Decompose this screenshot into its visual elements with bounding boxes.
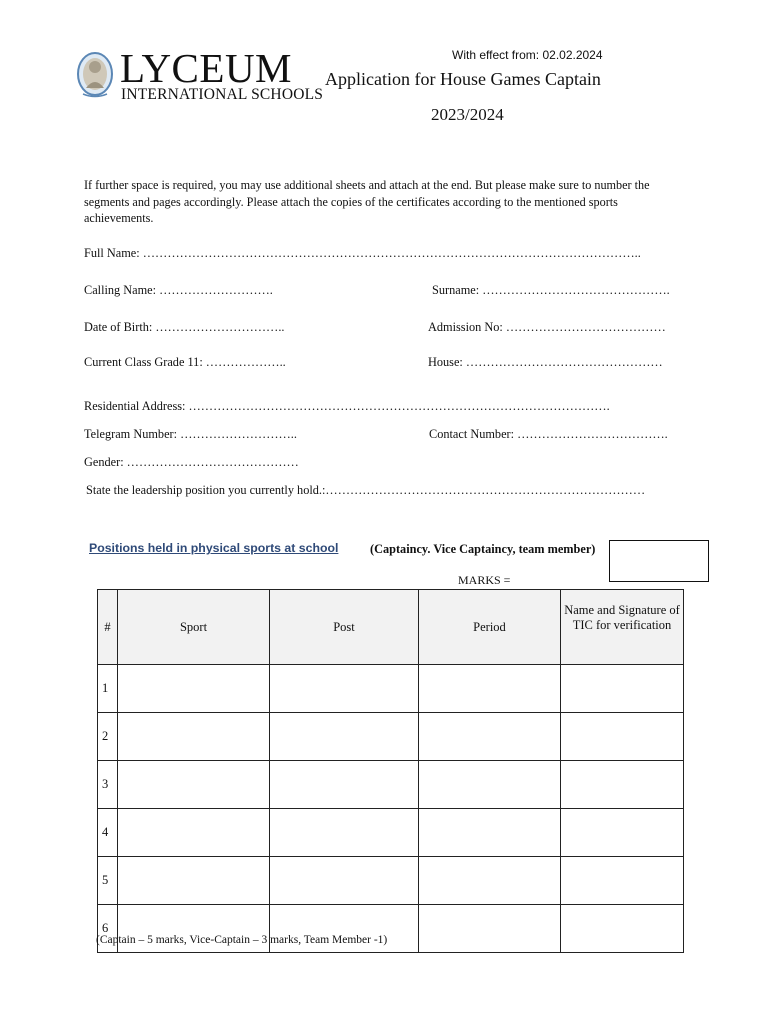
post-cell[interactable] [270, 857, 419, 905]
row-number: 4 [98, 809, 118, 857]
column-header-tic-verification: Name and Signature of TIC for verification [561, 590, 684, 665]
logo-wordmark: LYCEUM [120, 45, 293, 91]
row-number: 3 [98, 761, 118, 809]
leadership-position-field[interactable]: State the leadership position you currently hold.:…………………………………………………………………… [86, 483, 646, 497]
effective-date: With effect from: 02.02.2024 [452, 48, 603, 62]
sport-cell[interactable] [118, 713, 270, 761]
tic-signature-cell[interactable] [561, 665, 684, 713]
column-header-number: # [98, 590, 118, 665]
tic-signature-cell[interactable] [561, 905, 684, 953]
telegram-number-field[interactable]: Telegram Number: ……………………….. [84, 427, 297, 441]
row-number: 6 [98, 905, 118, 953]
row-number: 1 [98, 665, 118, 713]
residential-address-field[interactable]: Residential Address: …………………………………………………………………………………………. [84, 399, 610, 413]
tic-signature-cell[interactable] [561, 857, 684, 905]
column-header-post: Post [270, 590, 419, 665]
full-name-field[interactable]: Full Name: ………………………………………………………………………………………………………….. [84, 246, 641, 260]
tic-signature-cell[interactable] [561, 713, 684, 761]
period-cell[interactable] [419, 761, 561, 809]
current-class-field[interactable]: Current Class Grade 11: ……………….. [84, 355, 286, 369]
sport-cell[interactable] [118, 665, 270, 713]
table-row [98, 809, 684, 857]
intro-paragraph: If further space is required, you may use additional sheets and attach at the end. But please make sure to number the segments and pages accordingly. Please attach the copies of the certificates according to the mentioned sports achievements. [84, 178, 650, 225]
marks-label: MARKS = [458, 573, 511, 587]
positions-table [97, 589, 684, 953]
admission-number-field[interactable]: Admission No: ………………………………… [428, 320, 666, 334]
house-field[interactable]: House: ………………………………………… [428, 355, 663, 369]
sport-cell[interactable] [118, 761, 270, 809]
table-row [98, 761, 684, 809]
table-row [98, 713, 684, 761]
period-cell[interactable] [419, 809, 561, 857]
logo-subtitle: INTERNATIONAL SCHOOLS [121, 86, 324, 103]
post-cell[interactable] [270, 761, 419, 809]
period-cell[interactable] [419, 905, 561, 953]
surname-field[interactable]: Surname: ………………………………………. [432, 283, 670, 297]
marks-footnote: (Captain – 5 marks, Vice-Captain – 3 marks, Team Member -1) [96, 934, 388, 946]
form-year: 2023/2024 [431, 105, 504, 124]
school-crest-logo [76, 50, 114, 100]
column-header-sport: Sport [118, 590, 270, 665]
column-header-period: Period [419, 590, 561, 665]
sport-cell[interactable] [118, 809, 270, 857]
post-cell[interactable] [270, 713, 419, 761]
calling-name-field[interactable]: Calling Name: ………………………. [84, 283, 273, 297]
row-number: 5 [98, 857, 118, 905]
marks-box[interactable] [609, 540, 709, 582]
gender-field[interactable]: Gender: …………………………………… [84, 455, 299, 469]
period-cell[interactable] [419, 713, 561, 761]
row-number: 2 [98, 713, 118, 761]
form-title: Application for House Games Captain [325, 69, 601, 89]
post-cell[interactable] [270, 809, 419, 857]
table-header-row [98, 590, 684, 665]
positions-heading: Positions held in physical sports at school [89, 541, 339, 555]
tic-signature-cell[interactable] [561, 761, 684, 809]
table-row [98, 857, 684, 905]
date-of-birth-field[interactable]: Date of Birth: ………………………….. [84, 320, 285, 334]
post-cell[interactable] [270, 665, 419, 713]
sport-cell[interactable] [118, 857, 270, 905]
tic-signature-cell[interactable] [561, 809, 684, 857]
contact-number-field[interactable]: Contact Number: ………………………………. [429, 427, 668, 441]
positions-note: (Captaincy. Vice Captaincy, team member) [370, 542, 596, 556]
period-cell[interactable] [419, 857, 561, 905]
period-cell[interactable] [419, 665, 561, 713]
table-row [98, 665, 684, 713]
